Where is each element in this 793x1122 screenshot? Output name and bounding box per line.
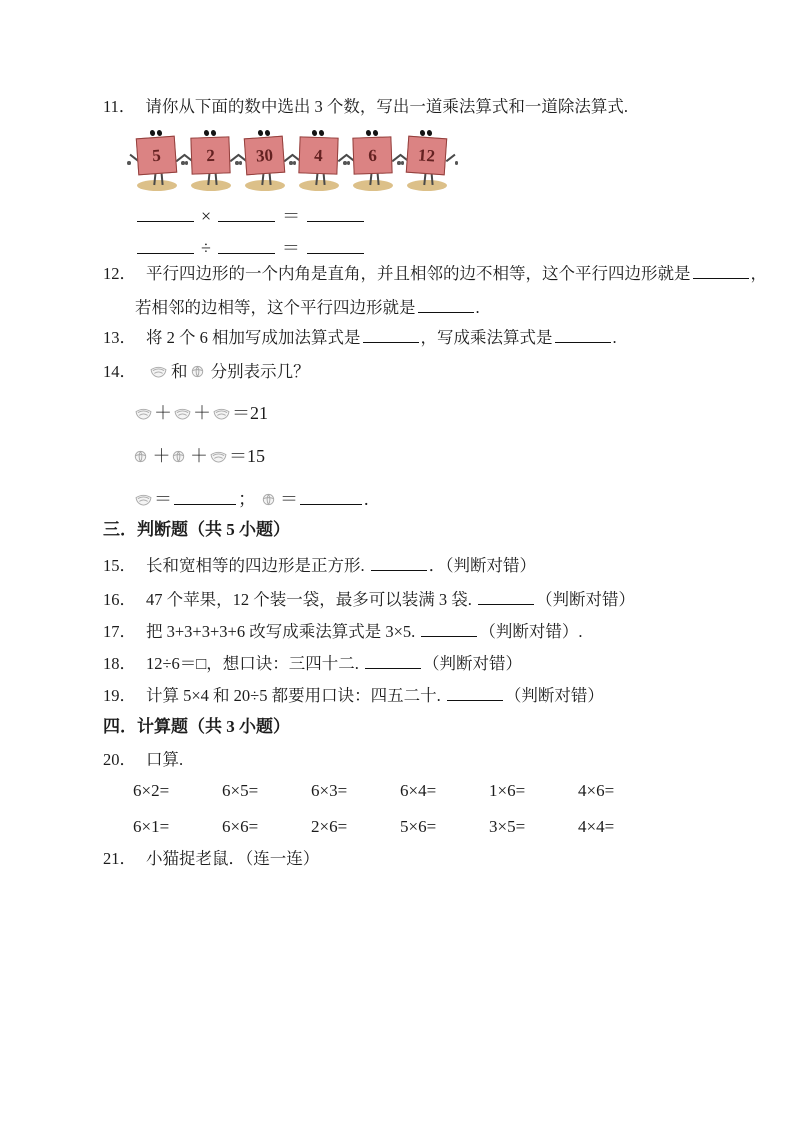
answer-blank (693, 265, 749, 279)
answer-blank (371, 557, 427, 571)
card-arm (446, 154, 456, 162)
answer-blank (418, 299, 474, 313)
question-14-answer-line (133, 486, 743, 513)
answer-blank (218, 207, 275, 222)
card-eye-icon (426, 129, 433, 136)
answer-blank (421, 623, 477, 637)
card-number: 30 (244, 136, 285, 176)
calc-item: 6×6= (222, 817, 259, 836)
card-base (353, 180, 393, 191)
answer-blank (174, 490, 236, 505)
question-16-number: 16． (103, 590, 136, 609)
question-17 (103, 621, 743, 643)
question-12-line1-end: ， (750, 264, 767, 283)
question-14-equation-2 (133, 443, 743, 470)
number-card (403, 127, 452, 192)
oral-calc-row-1 (133, 780, 743, 802)
calc-item: 6×1= (133, 817, 170, 836)
ball-icon (191, 362, 204, 384)
card-number: 5 (136, 136, 177, 176)
question-13 (103, 327, 743, 349)
question-13-text-part2: ，写成乘法算式是 (420, 328, 553, 347)
card-base (245, 180, 285, 191)
ball-icon (134, 444, 147, 470)
separator: ； (238, 489, 256, 509)
card-base (407, 180, 447, 191)
card-hand (289, 161, 293, 165)
calc-item: 4×4= (578, 817, 615, 836)
question-13-number: 13． (103, 328, 136, 347)
answer-blank (307, 239, 364, 254)
question-11-number: 11． (103, 97, 136, 116)
equation-1-result: ＝21 (232, 403, 268, 423)
calc-item: 6×5= (222, 781, 259, 800)
question-15-text: 长和宽相等的四边形是正方形. (146, 556, 365, 575)
number-card (349, 127, 398, 192)
answer-blank (363, 329, 419, 343)
question-15-suffix: ．（判断对错） (428, 556, 536, 575)
question-12-line2-end: . (475, 298, 480, 317)
answer-blank (218, 239, 275, 254)
answer-blank (300, 490, 362, 505)
question-19-text: 计算 5×4 和 20÷5 都要用口诀：四五二十. (146, 686, 441, 705)
card-hand (181, 161, 185, 165)
card-number: 6 (352, 136, 392, 174)
card-base (191, 180, 231, 191)
calc-item: 3×5= (489, 817, 526, 836)
question-18-suffix: （判断对错） (423, 654, 523, 673)
question-17-suffix: （判断对错）. (479, 622, 583, 641)
equals-sign: ＝ (280, 489, 298, 509)
answer-blank (478, 591, 534, 605)
question-21 (103, 848, 743, 870)
section-4-header: 四．计算题（共 3 小题） (103, 717, 290, 736)
answer-blank (447, 687, 503, 701)
plus-sign: ＋ (190, 446, 208, 466)
question-21-text: 小猫捉老鼠．（连一连） (146, 849, 320, 868)
answer-blank (555, 329, 611, 343)
calc-item: 6×2= (133, 781, 170, 800)
number-cards-row (133, 127, 743, 192)
answer-blank (307, 207, 364, 222)
question-20-text: 口算. (146, 750, 184, 769)
question-14-and: 和 (171, 362, 188, 381)
plus-sign: ＋ (193, 403, 211, 423)
equals-sign: ＝ (282, 206, 301, 226)
equation-2-result: ＝15 (229, 446, 265, 466)
shell-icon (173, 401, 192, 427)
oral-calc-row-2 (133, 816, 743, 838)
calc-item: 6×3= (311, 781, 348, 800)
question-13-end: . (612, 328, 617, 347)
answer-blank (365, 655, 421, 669)
question-14 (103, 361, 743, 384)
question-19-suffix: （判断对错） (504, 686, 604, 705)
card-base (299, 180, 339, 191)
question-12-line2 (103, 297, 743, 319)
question-18 (103, 653, 743, 675)
question-14-text: 分别表示几？ (210, 362, 310, 381)
card-number: 12 (406, 136, 447, 176)
ball-icon (262, 487, 275, 513)
card-hand (397, 161, 401, 165)
card-eye-icon (365, 129, 372, 136)
number-card (241, 127, 290, 192)
question-18-text: 12÷6＝□，想口诀：三四十二. (146, 654, 359, 673)
plus-sign: ＋ (154, 403, 172, 423)
question-12-text-line2: 若相邻的边相等，这个平行四边形就是 (135, 298, 416, 317)
plus-sign: ＋ (152, 446, 171, 466)
number-card (295, 127, 344, 192)
calc-item: 2×6= (311, 817, 348, 836)
card-number: 2 (190, 136, 230, 174)
question-15 (103, 555, 743, 577)
card-hand (127, 161, 131, 165)
division-equation-line (133, 235, 743, 261)
section-3-header: 三．判断题（共 5 小题） (103, 520, 290, 539)
card-eye-icon (318, 129, 325, 136)
question-18-number: 18． (103, 654, 136, 673)
question-17-text: 把 3+3+3+3+6 改写成乘法算式是 3×5. (146, 622, 416, 641)
equals-sign: ＝ (154, 489, 172, 509)
card-eye-icon (203, 129, 210, 136)
question-12-text-line1: 平行四边形的一个内角是直角，并且相邻的边不相等，这个平行四边形就是 (146, 264, 691, 283)
question-19-number: 19． (103, 686, 136, 705)
calc-item: 1×6= (489, 781, 526, 800)
answer-blank (137, 207, 194, 222)
card-eye-icon (311, 129, 318, 136)
question-14-number: 14． (103, 362, 136, 381)
question-14-equation-1 (133, 400, 743, 427)
question-12-number: 12． (103, 264, 136, 283)
question-19 (103, 685, 743, 707)
question-11-text: 请你从下面的数中选出 3 个数，写出一道乘法算式和一道除法算式. (145, 97, 629, 116)
card-hand (343, 161, 347, 165)
answer-blank (137, 239, 194, 254)
question-17-number: 17． (103, 622, 136, 641)
number-card (133, 127, 182, 192)
card-base (137, 180, 177, 191)
calc-item: 4×6= (578, 781, 615, 800)
multiply-sign: × (201, 206, 212, 226)
period: . (364, 489, 369, 509)
question-16-text: 47 个苹果，12 个装一袋，最多可以装满 3 袋. (146, 590, 472, 609)
calc-item: 6×4= (400, 781, 437, 800)
equals-sign: ＝ (281, 238, 300, 258)
worksheet-content (103, 96, 767, 870)
calc-item: 5×6= (400, 817, 437, 836)
card-number: 4 (298, 136, 338, 174)
shell-icon (134, 401, 153, 427)
ball-icon (172, 444, 185, 470)
question-16 (103, 589, 743, 611)
shell-icon (209, 444, 228, 470)
card-eye-icon (372, 129, 379, 136)
shell-icon (212, 401, 231, 427)
question-13-text-part1: 将 2 个 6 相加写成加法算式是 (146, 328, 361, 347)
card-eye-icon (210, 129, 217, 136)
shell-icon (149, 362, 168, 384)
shell-icon (134, 487, 153, 513)
number-card (187, 127, 236, 192)
question-15-number: 15． (103, 556, 136, 575)
question-16-suffix: （判断对错） (536, 590, 635, 609)
question-20 (103, 749, 743, 771)
divide-sign: ÷ (201, 238, 211, 258)
card-eye-icon (257, 129, 264, 136)
multiplication-equation-line (133, 203, 743, 229)
question-12 (103, 263, 767, 285)
question-21-number: 21． (103, 849, 136, 868)
card-eye-icon (149, 129, 156, 136)
question-20-number: 20． (103, 750, 136, 769)
card-hand (235, 161, 239, 165)
question-11 (103, 96, 743, 118)
card-hand (455, 161, 459, 165)
